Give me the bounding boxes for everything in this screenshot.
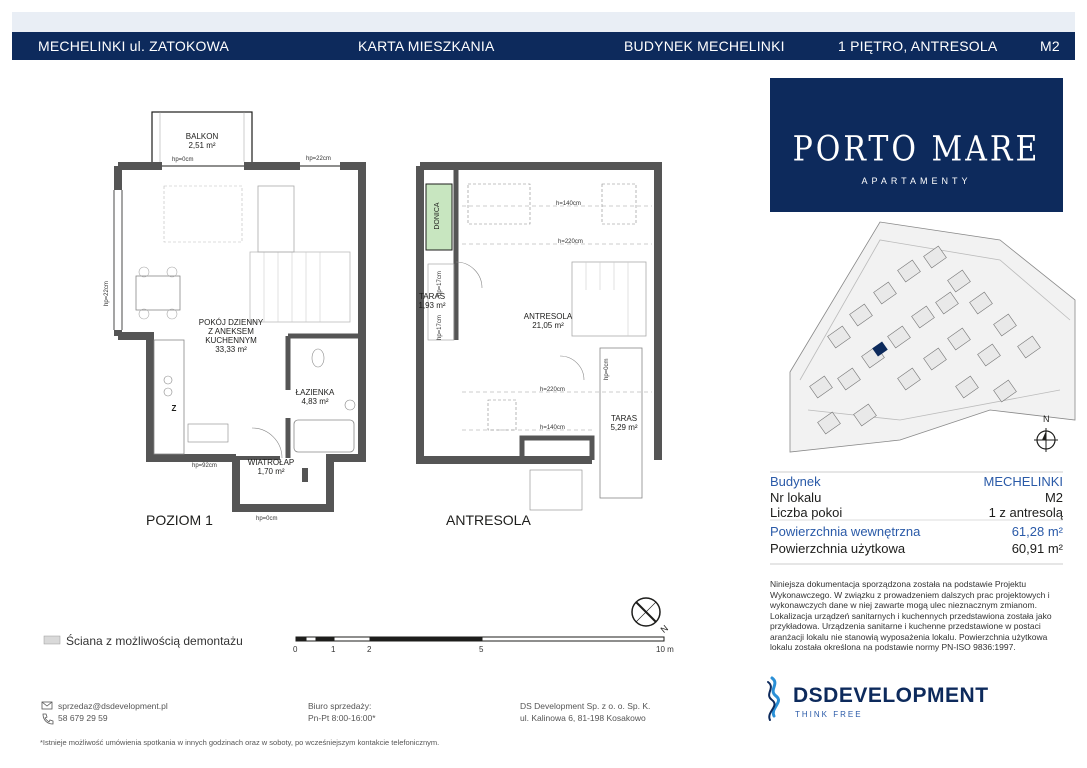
email-icon: [42, 702, 52, 709]
scale-label-0: 0: [293, 645, 298, 654]
developer-name: DSDEVELOPMENT: [793, 684, 989, 707]
scale-label-1: 1: [331, 645, 336, 654]
scale-label-2: 2: [367, 645, 372, 654]
header-location: MECHELINKI ul. ZATOKOWA: [38, 38, 230, 54]
small-terrace-label: TARAS 1,93 m²: [418, 292, 446, 310]
plan-compass-label: N: [658, 623, 670, 635]
terrace-height-3: hp=0cm: [604, 358, 610, 380]
disclaimer: *Istnieje możliwość umówienia spotkania w innych godzinach oraz w soboty, po wcześniejszym kontakcie telefonicznym.: [40, 738, 440, 747]
phone-icon: [43, 714, 53, 724]
scale-label-10: 10 m: [656, 645, 674, 654]
office-label: Biuro sprzedaży:: [308, 701, 372, 711]
brand-name: PORTO MARE: [792, 129, 1041, 170]
big-terrace-label: TARAS 5,29 m²: [610, 414, 638, 432]
mezz-height-1: h=140cm: [556, 201, 581, 207]
scale-bar: [296, 637, 664, 641]
scale-label-5: 5: [479, 645, 484, 654]
plan-compass-icon: [632, 598, 660, 626]
bottom-height: hp=92cm: [192, 463, 217, 469]
porto-mare-logo: [770, 78, 1063, 212]
plan-mezzanine: [420, 166, 658, 510]
top-height: hp=22cm: [306, 156, 331, 162]
contact-email[interactable]: sprzedaz@dsdevelopment.pl: [58, 701, 168, 711]
hall-label: WIATROŁAP 1,70 m²: [247, 458, 295, 476]
legend-label: Ściana z możliwością demontażu: [66, 634, 243, 648]
legal-note: Niniejsza dokumentacja sporządzona została na podstawie Projektu Wykonawczego. W związku z prowadzeniem dalszych prac projektowych i wykonawczych dane w niej zawarte mogą ulec nieznacznym zmianom. Lokalizacja urządzeń sanitarnych i kuchennych przedstawiona została jako przykładowa. Urządzenia sanitarne i kuchenne przedstawione w postaci aranżacji lokalu nie stanowią wyposażenia lokalu. Powierzchnia użytkowa lokalu została określona na podstawie normy PN-ISO 9836:1997.: [770, 579, 1052, 652]
company-address: ul. Kalinowa 6, 81-198 Kosakowo: [520, 713, 646, 723]
developer-tagline: THINK FREE: [795, 710, 863, 719]
contact-phone[interactable]: 58 679 29 59: [58, 713, 108, 723]
ds-logo-icon: [768, 678, 779, 720]
north-label: N: [1043, 414, 1050, 424]
mezz-height-3: h=220cm: [540, 387, 565, 393]
left-height: hp=22cm: [104, 281, 110, 306]
mezzanine-label: ANTRESOLA 21,05 m²: [523, 312, 573, 330]
living-room-label: POKÓJ DZIENNY Z ANEKSEM KUCHENNYM 33,33 m²: [198, 318, 264, 354]
header-building: BUDYNEK MECHELINKI: [624, 38, 785, 54]
legend-swatch: [44, 636, 60, 644]
company-name: DS Development Sp. z o. o. Sp. K.: [520, 701, 651, 711]
bathroom-label: ŁAZIENKA 4,83 m²: [295, 388, 335, 406]
header-floor: 1 PIĘTRO, ANTRESOLA: [838, 38, 998, 54]
balcony-height: hp=0cm: [172, 157, 194, 163]
mezz-height-4: h=140cm: [540, 425, 565, 431]
riser-marker: Z: [171, 404, 177, 413]
header-unit: M2: [1040, 38, 1060, 54]
site-map: [790, 222, 1075, 452]
planter-label: DONICA: [434, 202, 441, 230]
brand-sub: APARTAMENTY: [861, 176, 972, 186]
balcony-label: BALKON 2,51 m²: [185, 132, 219, 150]
north-compass-icon: [1034, 428, 1058, 452]
terrace-height-2: hp=17cm: [437, 315, 443, 340]
mezz-height-2: h=220cm: [558, 239, 583, 245]
mezzanine-title: ANTRESOLA: [446, 512, 531, 528]
plan-level1: [114, 112, 362, 508]
header-doc-type: KARTA MIESZKANIA: [358, 38, 495, 54]
terrace-height-1: hp=17cm: [437, 271, 443, 296]
level1-title: POZIOM 1: [146, 512, 213, 528]
office-hours: Pn-Pt 8:00-16:00*: [308, 713, 376, 723]
entry-height: hp=0cm: [256, 516, 278, 522]
